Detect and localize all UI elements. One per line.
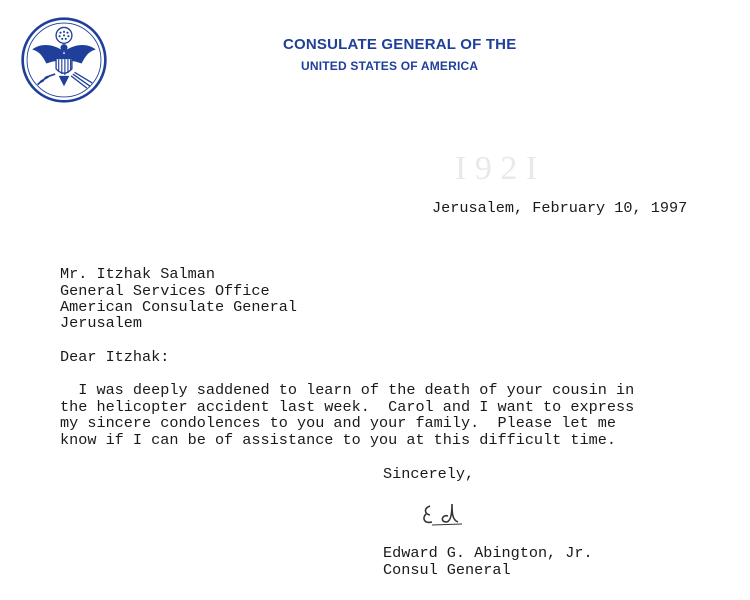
signer-name: Edward G. Abington, Jr. (383, 544, 593, 562)
body-line: know if I can be of assistance to you at this difficult time. (60, 431, 616, 449)
recipient-name: Mr. Itzhak Salman (60, 265, 215, 283)
recipient-office: General Services Office (60, 282, 270, 300)
signer-title: Consul General (383, 561, 511, 579)
letterhead-subtitle: UNITED STATES OF AMERICA (301, 59, 479, 73)
body-line: the helicopter accident last week. Carol and I want to express (60, 398, 635, 416)
body-line: I was deeply saddened to learn of the death of your cousin in (60, 381, 635, 399)
salutation: Dear Itzhak: (60, 348, 170, 366)
body-line: my sincere condolences to you and your family. Please let me (60, 414, 616, 432)
letterhead-title: CONSULATE GENERAL OF THE (283, 36, 517, 53)
closing: Sincerely, (383, 465, 475, 483)
letter-date: Jerusalem, February 10, 1997 (432, 199, 688, 217)
handwritten-signature (420, 500, 480, 530)
recipient-organization: American Consulate General (60, 298, 297, 316)
great-seal-eagle-icon (20, 16, 108, 104)
recipient-city: Jerusalem (60, 314, 143, 332)
bleed-through-mark: I 9 2 I (455, 150, 538, 187)
